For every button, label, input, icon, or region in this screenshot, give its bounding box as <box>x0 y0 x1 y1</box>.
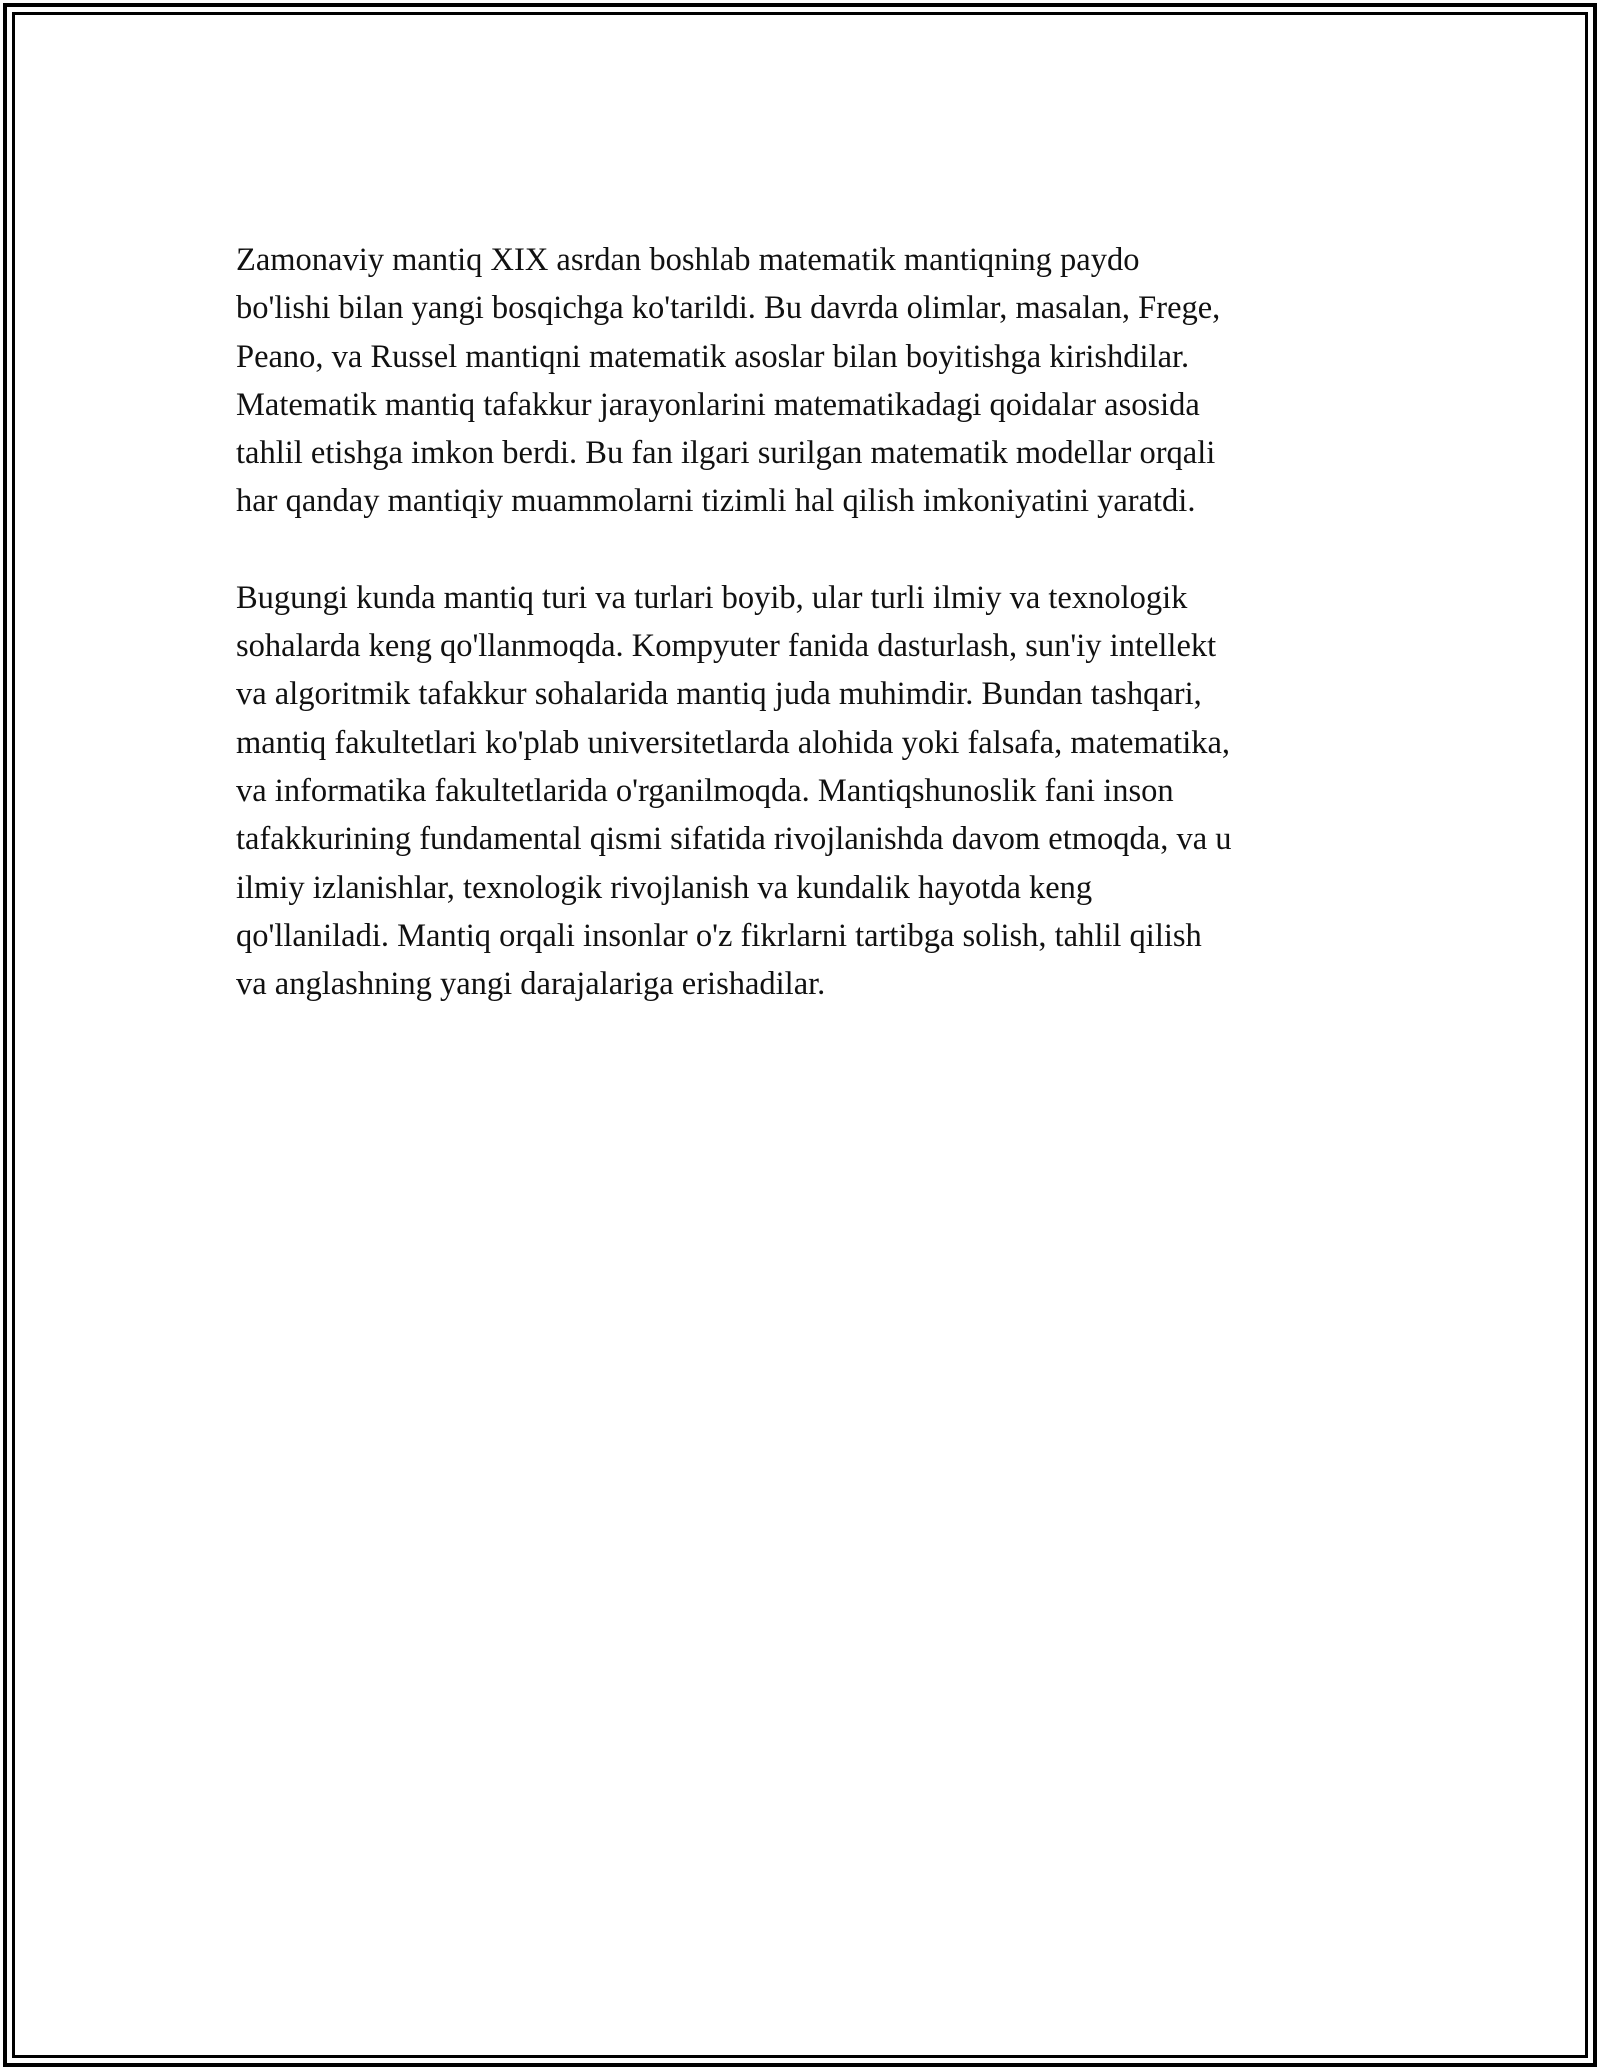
paragraph-logic-today <box>236 574 1386 1009</box>
text-line: bo'lishi bilan yangi bosqichga ko'tarildi. Bu davrda olimlar, masalan, Frege, <box>236 290 1221 327</box>
text-line: tahlil etishga imkon berdi. Bu fan ilgari surilgan matematik modellar orqali <box>236 435 1216 472</box>
text-line: sohalarda keng qo'llanmoqda. Kompyuter fanida dasturlash, sun'iy intellekt <box>236 628 1217 665</box>
text-line: Matematik mantiq tafakkur jarayonlarini matematikadagi qoidalar asosida <box>236 386 1200 423</box>
text-line: va algoritmik tafakkur sohalarida mantiq juda muhimdir. Bundan tashqari, <box>236 676 1202 713</box>
text-line: ilmiy izlanishlar, texnologik rivojlanish va kundalik hayotda keng <box>236 869 1093 906</box>
text-line: va informatika fakultetlarida o'rganilmoqda. Mantiqshunoslik fani inson <box>236 772 1174 809</box>
text-line: har qanday mantiqiy muammolarni tizimli hal qilish imkoniyatini yaratdi. <box>236 483 1196 520</box>
document-body <box>236 236 1386 1008</box>
text-line: Bugungi kunda mantiq turi va turlari boyib, ular turli ilmiy va texnologik <box>236 579 1188 616</box>
text-line: qo'llaniladi. Mantiq orqali insonlar o'z fikrlarni tartibga solish, tahlil qilish <box>236 917 1202 954</box>
paragraph-modern-logic <box>236 236 1386 526</box>
text-line: Peano, va Russel mantiqni matematik asoslar bilan boyitishga kirishdilar. <box>236 338 1190 375</box>
text-line: tafakkurining fundamental qismi sifatida rivojlanishda davom etmoqda, va u <box>236 821 1232 858</box>
text-line: Zamonaviy mantiq XIX asrdan boshlab matematik mantiqning paydo <box>236 242 1140 278</box>
text-line: va anglashning yangi darajalariga erishadilar. <box>236 966 826 1003</box>
text-line: mantiq fakultetlari ko'plab universitetlarda alohida yoki falsafa, matematika, <box>236 724 1231 761</box>
